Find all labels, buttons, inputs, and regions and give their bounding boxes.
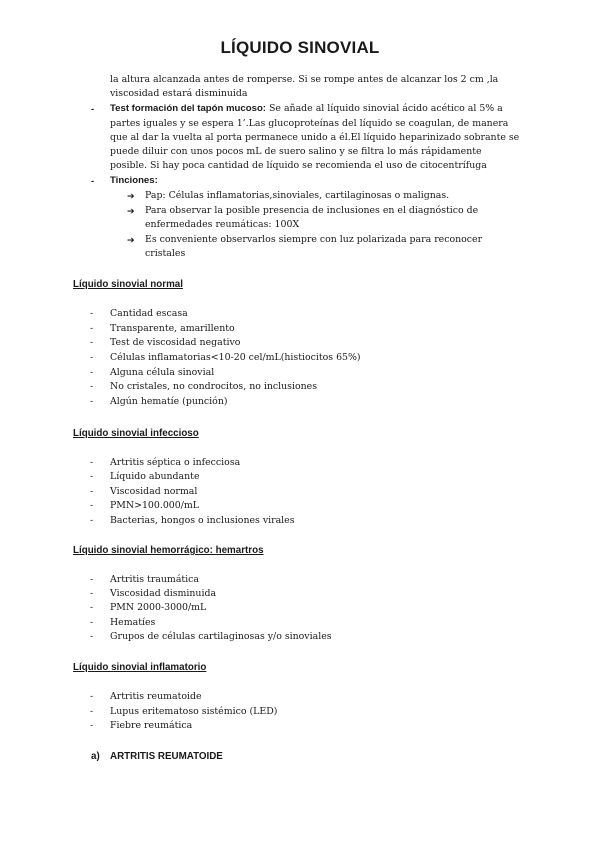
tapon-first-line [110, 102, 503, 116]
section-heading: Líquido sinovial inflamatorio [73, 662, 207, 673]
tapon-line: posible. Si hay poca cantidad de líquido se recomienda el uso de citocentrífuga [110, 160, 487, 171]
subsection-heading: ARTRITIS REUMATOIDE [110, 751, 223, 762]
tapon-line: puede diluir con unos pocos mL de suero salino y se filtra lo más rápidamente [110, 146, 482, 157]
tapon-line: que al dar la vuelta al porta permanece unido a él.El líquido heparinizado sobrante se [110, 132, 520, 143]
bullet-dash: - [91, 103, 95, 114]
subsection-marker: a) [91, 751, 100, 762]
tincion-item: Es conveniente observarlos siempre con luz polarizada para reconocer [145, 234, 483, 245]
tincion-item: Pap: Células inflamatorias,sinoviales, cartilaginosas o malignas. [145, 190, 450, 201]
arrow-icon: ➔ [127, 236, 135, 246]
tinciones-label: Tinciones: [110, 175, 158, 186]
intro-line: la altura alcanzada antes de romperse. Si se rompe antes de alcanzar los 2 cm ,la [110, 74, 499, 85]
arrow-icon: ➔ [127, 192, 135, 202]
tincion-item: enfermedades reumáticas: 100X [145, 219, 300, 230]
arrow-icon: ➔ [127, 207, 135, 217]
document-page: LÍQUIDO SINOVIAL la altura alcanzada antes de romperse. Si se rompe antes de alcanzar los 2 cm ,la viscosidad estará disminuida - Test formación del tapón mucoso: Se añade al líquido sinovial ácido acético al 5% a partes iguales y se espera 1’.Las glucoproteínas del líquido se coagulan, de manera que al dar la vuelta al porta permanece unido a él.El líquido heparinizado sobrante se puede diluir con unos pocos mL de suero salino y se filtra lo más rápidamente posible. Si hay poca cantidad de líquido se recomienda el uso de citocentrífuga - Tinciones: ➔ Pap: Células inflamatorias,sinoviales, cartilaginosas o malignas. ➔ Para observar la posible presencia de inclusiones en el diagnóstico de enfermedades reumáticas: 100X ➔ Es conveniente observarlos siempre con luz polarizada para reconocer cristales Líquido sinovial normal - Cantidad escasa - Transparente, amarillento - Test de viscosidad negativo - Células inflamatorias<10-20 cel/mL(histiocitos 65%) - Alguna célula sinovial - No cristales, no condrocitos, no inclusiones - Algún hematíe (punción) Líquido sinovial infeccioso - Artritis séptica o infecciosa - Líquido abundante - Viscosidad normal - PMN>100.000/mL - Bacterias, hongos o inclusiones virales Líquido sinovial hemorrágico: hemartros - Artritis traumática - Viscosidad disminuida - PMN 2000-3000/mL - Hematíes - Grupos de células cartilaginosas y/o sinoviales Líquido sinovial inflamatorio - Artritis reumatoide - Lupus eritematoso sistémico (LED) - Fiebre reumática a) ARTRITIS REUMATOIDE [0, 0, 600, 848]
tapon-line: partes iguales y se espera 1’.Las glucoproteínas del líquido se coagulan, de manera [110, 118, 509, 129]
section-heading: Líquido sinovial normal [73, 279, 183, 290]
section-heading: Líquido sinovial hemorrágico: hemartros [73, 545, 264, 556]
intro-line: viscosidad estará disminuida [110, 88, 248, 99]
tapon-text: Se añade al líquido sinovial ácido acético al 5% a [266, 103, 503, 114]
section-heading: Líquido sinovial infeccioso [73, 428, 199, 439]
page-title: LÍQUIDO SINOVIAL [220, 38, 380, 57]
tincion-item: cristales [145, 248, 186, 259]
tapon-label: Test formación del tapón mucoso: [110, 103, 267, 114]
tincion-item: Para observar la posible presencia de inclusiones en el diagnóstico de [145, 205, 479, 216]
bullet-dash: - [91, 175, 95, 186]
